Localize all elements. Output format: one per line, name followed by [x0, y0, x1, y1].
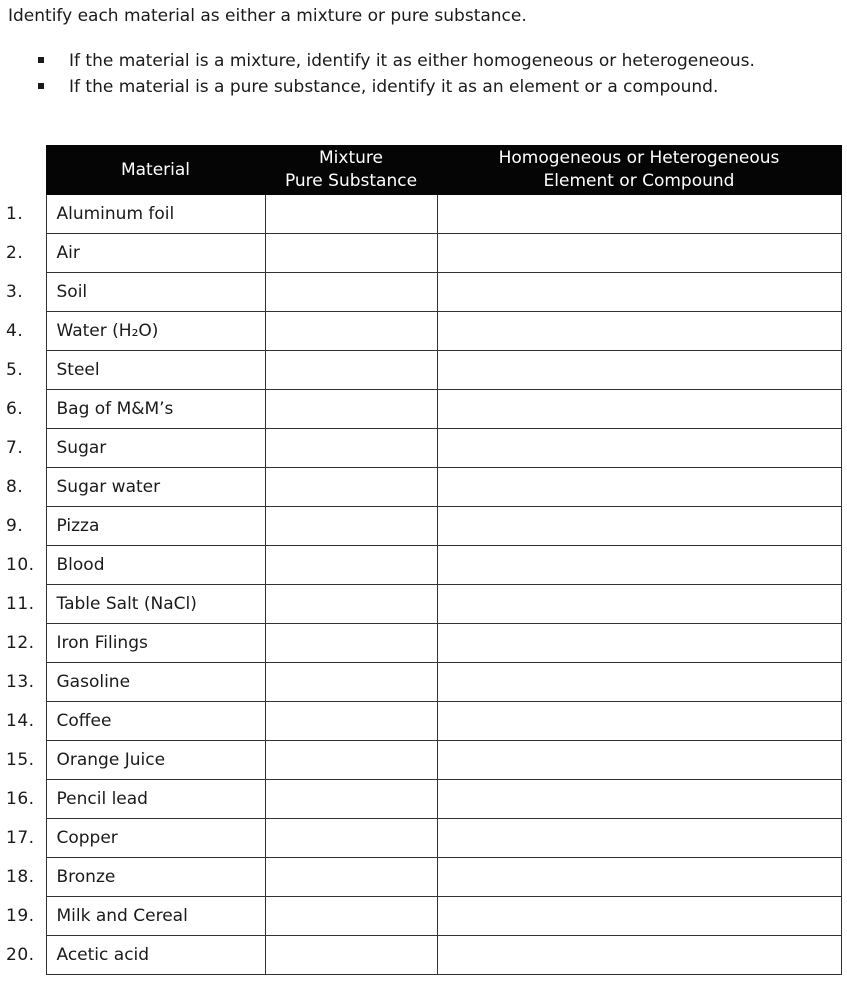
material-cell: Blood — [46, 546, 265, 585]
table-row — [0, 936, 841, 975]
row-number: 13. — [6, 672, 35, 692]
row-number: 18. — [6, 867, 35, 887]
type-answer-cell[interactable] — [437, 585, 841, 624]
mixture-answer-cell[interactable] — [265, 663, 437, 702]
type-answer-cell[interactable] — [437, 897, 841, 936]
material-cell: Bag of M&M’s — [46, 390, 265, 429]
instruction-text: If the material is a mixture, identify it as either homogeneous or heterogeneous. — [69, 51, 755, 71]
row-number: 20. — [6, 945, 35, 965]
mixture-answer-cell[interactable] — [265, 585, 437, 624]
row-number: 19. — [6, 906, 35, 926]
mixture-answer-cell[interactable] — [265, 741, 437, 780]
type-answer-cell[interactable] — [437, 312, 841, 351]
mixture-column-header — [265, 146, 437, 195]
mixture-answer-cell[interactable] — [265, 897, 437, 936]
mixture-answer-cell[interactable] — [265, 429, 437, 468]
table-row — [0, 585, 841, 624]
table-row — [0, 663, 841, 702]
material-cell: Steel — [46, 351, 265, 390]
table-row — [0, 312, 841, 351]
row-number: 14. — [6, 711, 35, 731]
row-number: 12. — [6, 633, 35, 653]
mixture-answer-cell[interactable] — [265, 546, 437, 585]
row-number: 10. — [6, 555, 35, 575]
material-cell: Table Salt (NaCl) — [46, 585, 265, 624]
square-bullet-icon — [38, 83, 44, 89]
type-header-line1: Homogeneous or Heterogeneous — [498, 148, 780, 168]
table-row — [0, 780, 841, 819]
type-answer-cell[interactable] — [437, 624, 841, 663]
type-answer-cell[interactable] — [437, 507, 841, 546]
mixture-answer-cell[interactable] — [265, 819, 437, 858]
type-answer-cell[interactable] — [437, 741, 841, 780]
material-cell: Sugar — [46, 429, 265, 468]
mixture-answer-cell[interactable] — [265, 468, 437, 507]
mixture-answer-cell[interactable] — [265, 624, 437, 663]
type-answer-cell[interactable] — [437, 780, 841, 819]
material-cell: Acetic acid — [46, 936, 265, 975]
row-number: 15. — [6, 750, 35, 770]
table-row — [0, 234, 841, 273]
instructions-intro: Identify each material as either a mixture or pure substance. — [8, 6, 527, 26]
square-bullet-icon — [38, 57, 44, 63]
mixture-header-line2: Pure Substance — [284, 171, 418, 191]
mixture-answer-cell[interactable] — [265, 702, 437, 741]
material-cell: Soil — [46, 273, 265, 312]
mixture-answer-cell[interactable] — [265, 273, 437, 312]
instructions-list — [36, 48, 836, 100]
table-row — [0, 702, 841, 741]
material-cell: Milk and Cereal — [46, 897, 265, 936]
table-row — [0, 858, 841, 897]
type-answer-cell[interactable] — [437, 273, 841, 312]
material-cell: Gasoline — [46, 663, 265, 702]
mixture-answer-cell[interactable] — [265, 507, 437, 546]
material-cell: Pencil lead — [46, 780, 265, 819]
type-answer-cell[interactable] — [437, 858, 841, 897]
material-cell: Aluminum foil — [46, 195, 265, 234]
worksheet-table-wrapper — [0, 145, 842, 975]
type-answer-cell[interactable] — [437, 702, 841, 741]
mixture-header-line1: Mixture — [319, 148, 383, 168]
mixture-answer-cell[interactable] — [265, 780, 437, 819]
instruction-item — [36, 74, 836, 100]
table-row — [0, 546, 841, 585]
row-number: 4. — [6, 321, 24, 341]
row-number: 7. — [6, 438, 24, 458]
type-answer-cell[interactable] — [437, 195, 841, 234]
worksheet-table — [0, 145, 842, 975]
table-row — [0, 468, 841, 507]
material-cell: Bronze — [46, 858, 265, 897]
material-cell: Air — [46, 234, 265, 273]
type-answer-cell[interactable] — [437, 429, 841, 468]
material-cell: Pizza — [46, 507, 265, 546]
table-row — [0, 624, 841, 663]
type-header-line2: Element or Compound — [543, 171, 735, 191]
table-header-row — [0, 146, 841, 195]
row-number: 11. — [6, 594, 35, 614]
material-cell: Sugar water — [46, 468, 265, 507]
row-number: 16. — [6, 789, 35, 809]
mixture-answer-cell[interactable] — [265, 234, 437, 273]
type-answer-cell[interactable] — [437, 351, 841, 390]
material-cell: Orange Juice — [46, 741, 265, 780]
material-cell: Copper — [46, 819, 265, 858]
mixture-answer-cell[interactable] — [265, 312, 437, 351]
mixture-answer-cell[interactable] — [265, 858, 437, 897]
mixture-answer-cell[interactable] — [265, 195, 437, 234]
row-number: 3. — [6, 282, 24, 302]
row-number: 2. — [6, 243, 24, 263]
table-row — [0, 819, 841, 858]
mixture-answer-cell[interactable] — [265, 936, 437, 975]
table-row — [0, 897, 841, 936]
type-answer-cell[interactable] — [437, 819, 841, 858]
row-number: 5. — [6, 360, 24, 380]
type-answer-cell[interactable] — [437, 468, 841, 507]
type-answer-cell[interactable] — [437, 936, 841, 975]
row-number-header — [0, 146, 46, 195]
material-cell: Water (H₂O) — [46, 312, 265, 351]
row-number: 8. — [6, 477, 24, 497]
type-answer-cell[interactable] — [437, 234, 841, 273]
row-number: 9. — [6, 516, 24, 536]
material-cell: Iron Filings — [46, 624, 265, 663]
material-column-header — [46, 146, 265, 195]
table-body — [0, 195, 841, 975]
table-row — [0, 507, 841, 546]
instruction-item — [36, 48, 836, 74]
type-column-header — [437, 146, 841, 195]
material-header-label: Material — [120, 159, 191, 180]
row-number: 1. — [6, 204, 24, 224]
table-row — [0, 429, 841, 468]
table-row — [0, 351, 841, 390]
mixture-answer-cell[interactable] — [265, 351, 437, 390]
mixture-answer-cell[interactable] — [265, 390, 437, 429]
table-row — [0, 741, 841, 780]
row-number: 6. — [6, 399, 24, 419]
type-answer-cell[interactable] — [437, 390, 841, 429]
table-row — [0, 195, 841, 234]
table-row — [0, 273, 841, 312]
instruction-text: If the material is a pure substance, identify it as an element or a compound. — [69, 77, 719, 97]
row-number: 17. — [6, 828, 35, 848]
material-cell: Coffee — [46, 702, 265, 741]
type-answer-cell[interactable] — [437, 663, 841, 702]
type-answer-cell[interactable] — [437, 546, 841, 585]
table-row — [0, 390, 841, 429]
